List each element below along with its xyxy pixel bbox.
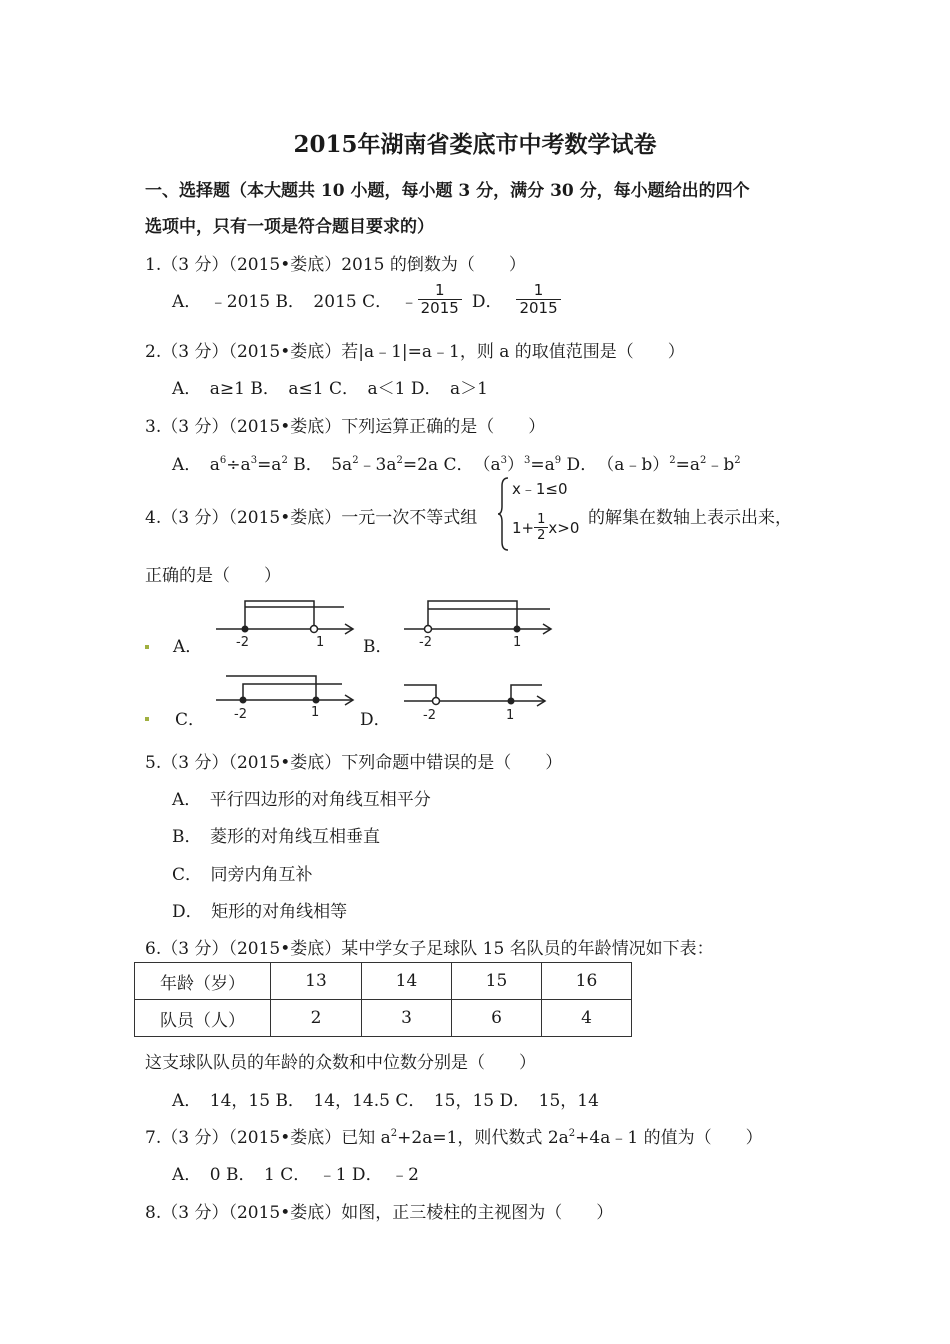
tick-label: 1 bbox=[513, 635, 522, 650]
tick-label: -2 bbox=[423, 708, 436, 723]
table-cell: 15 bbox=[452, 963, 542, 1000]
q3-exponent: 2 bbox=[396, 455, 403, 466]
fraction-denominator: 2015 bbox=[420, 299, 459, 317]
page-title: 2015年湖南省娄底市中考数学试卷 bbox=[293, 131, 657, 158]
q4-system-line2 bbox=[512, 512, 579, 543]
q4-system-text: x>0 bbox=[548, 518, 580, 537]
q6-options: A． 14，15 B． 14，14.5 C． 15，15 D． 15，14 bbox=[172, 1091, 599, 1111]
tick-label: 1 bbox=[316, 635, 325, 650]
brace-icon bbox=[498, 476, 510, 552]
q1-option-d-fraction bbox=[516, 282, 560, 317]
q2-options: A． a≥1 B． a≤1 C． a＜1 D． a＞1 bbox=[172, 379, 488, 399]
q4-stem-line2: 正确的是（ ） bbox=[145, 566, 281, 586]
q3-text: ÷a bbox=[226, 455, 251, 475]
q7-text: +2a=1，则代数式 2a bbox=[397, 1128, 569, 1148]
q3-exponent: 2 bbox=[699, 455, 707, 466]
q4-option-c-label: C． bbox=[175, 710, 206, 730]
table-cell: 队员（人） bbox=[135, 1000, 271, 1037]
q3-text: =a bbox=[675, 455, 700, 475]
q4-system-fraction bbox=[534, 512, 548, 543]
marker-dot bbox=[145, 645, 149, 649]
table-cell: 3 bbox=[362, 1000, 452, 1037]
q4-system-line1: x﹣1≤0 bbox=[512, 480, 568, 498]
q3-exponent: 2 bbox=[669, 455, 676, 466]
q3-text: ﹣b bbox=[706, 455, 735, 475]
q5-option-c: C． 同旁内角互补 bbox=[172, 865, 313, 885]
fraction-denominator: 2 bbox=[537, 528, 546, 543]
q4-stem-post: 的解集在数轴上表示出来， bbox=[588, 508, 792, 528]
q5-option-b: B． 菱形的对角线互相垂直 bbox=[172, 827, 380, 847]
q1-options bbox=[172, 282, 561, 317]
fraction-denominator: 2015 bbox=[519, 299, 558, 317]
tick-label: -2 bbox=[236, 635, 249, 650]
table-cell: 2 bbox=[271, 1000, 362, 1037]
number-line-c-graphic bbox=[214, 672, 359, 724]
q4-system-text: 1+ bbox=[512, 518, 535, 537]
marker-dot bbox=[145, 717, 149, 721]
q3-exponent: 3 bbox=[250, 455, 258, 466]
q1-options-text: A． ﹣2015 B． 2015 C． ﹣ bbox=[172, 292, 418, 312]
table-cell: 6 bbox=[452, 1000, 542, 1037]
fraction-numerator: 1 bbox=[418, 282, 462, 300]
q3-exponent: 2 bbox=[352, 455, 359, 466]
q1-option-d-label: D． bbox=[471, 292, 503, 312]
q3-text: =a bbox=[530, 455, 555, 475]
q4-option-b-number-line bbox=[402, 598, 557, 650]
q7-text: +4a﹣1 的值为（ ） bbox=[575, 1128, 763, 1148]
q3-text: =a bbox=[257, 455, 282, 475]
table-cell: 14 bbox=[362, 963, 452, 1000]
table-cell: 年龄（岁） bbox=[135, 963, 271, 1000]
q3-exponent: 2 bbox=[281, 455, 288, 466]
q6-question: 这支球队队员的年龄的众数和中位数分别是（ ） bbox=[145, 1053, 536, 1073]
q3-exponent: 6 bbox=[219, 455, 227, 466]
q3-exponent: 9 bbox=[554, 455, 562, 466]
q4-stem-pre: 4.（3 分）（2015•娄底）一元一次不等式组 bbox=[145, 508, 478, 528]
tick-label: 1 bbox=[311, 705, 320, 720]
fraction-numerator: 1 bbox=[516, 282, 560, 300]
q3-text: D． （a﹣b） bbox=[561, 455, 670, 475]
table-cell: 4 bbox=[542, 1000, 632, 1037]
q8-stem: 8.（3 分）（2015•娄底）如图，正三棱柱的主视图为（ ） bbox=[145, 1203, 614, 1223]
section-heading-line1: 一、选择题（本大题共 10 小题，每小题 3 分，满分 30 分，每小题给出的四个 bbox=[145, 181, 750, 201]
q3-text: A． a bbox=[172, 455, 220, 475]
q7-exponent: 2 bbox=[390, 1128, 398, 1139]
q7-exponent: 2 bbox=[568, 1128, 576, 1139]
q4-inequality-system bbox=[498, 476, 590, 552]
table-cell: 13 bbox=[271, 963, 362, 1000]
q4-option-d-number-line bbox=[402, 675, 552, 725]
tick-label: -2 bbox=[234, 707, 247, 722]
q3-exponent: 3 bbox=[524, 455, 531, 466]
q4-option-b-label: B． bbox=[363, 637, 393, 657]
q7-text: 7.（3 分）（2015•娄底）已知 a bbox=[145, 1128, 391, 1148]
q3-text: =2a C． （a bbox=[402, 455, 501, 475]
q6-stem: 6.（3 分）（2015•娄底）某中学女子足球队 15 名队员的年龄情况如下表： bbox=[145, 939, 714, 959]
number-line-a-graphic bbox=[214, 598, 359, 650]
q3-text: B． 5a bbox=[287, 455, 353, 475]
q1-stem: 1.（3 分）（2015•娄底）2015 的倒数为（ ） bbox=[145, 255, 526, 275]
q3-options bbox=[172, 450, 741, 475]
q4-option-c-number-line bbox=[214, 672, 359, 724]
q5-option-d: D． 矩形的对角线相等 bbox=[172, 902, 348, 922]
q4-option-a-number-line bbox=[214, 598, 359, 650]
number-line-b-graphic bbox=[402, 598, 557, 650]
fraction-numerator: 1 bbox=[534, 512, 548, 528]
q3-exponent: 2 bbox=[734, 455, 741, 466]
q3-text: ﹣3a bbox=[358, 455, 397, 475]
table-row bbox=[135, 963, 632, 1000]
q4-option-a-label: A． bbox=[173, 637, 203, 657]
q5-stem: 5.（3 分）（2015•娄底）下列命题中错误的是（ ） bbox=[145, 753, 563, 773]
q1-option-c-fraction bbox=[418, 282, 462, 317]
number-line-d-graphic bbox=[402, 675, 552, 725]
table-cell: 16 bbox=[542, 963, 632, 1000]
q3-text: ） bbox=[507, 455, 525, 475]
q3-exponent: 3 bbox=[500, 455, 508, 466]
q7-stem bbox=[145, 1123, 763, 1148]
age-table bbox=[134, 962, 632, 1037]
tick-label: -2 bbox=[419, 635, 432, 650]
q3-stem: 3.（3 分）（2015•娄底）下列运算正确的是（ ） bbox=[145, 417, 546, 437]
q2-stem: 2.（3 分）（2015•娄底）若|a﹣1|=a﹣1，则 a 的取值范围是（ ） bbox=[145, 342, 685, 362]
q5-option-a: A． 平行四边形的对角线互相平分 bbox=[172, 790, 431, 810]
table-row bbox=[135, 1000, 632, 1037]
q7-options: A． 0 B． 1 C． ﹣1 D． ﹣2 bbox=[172, 1165, 419, 1185]
q4-option-d-label: D． bbox=[360, 710, 391, 730]
section-heading-line2: 选项中，只有一项是符合题目要求的） bbox=[145, 217, 434, 237]
tick-label: 1 bbox=[506, 708, 515, 723]
